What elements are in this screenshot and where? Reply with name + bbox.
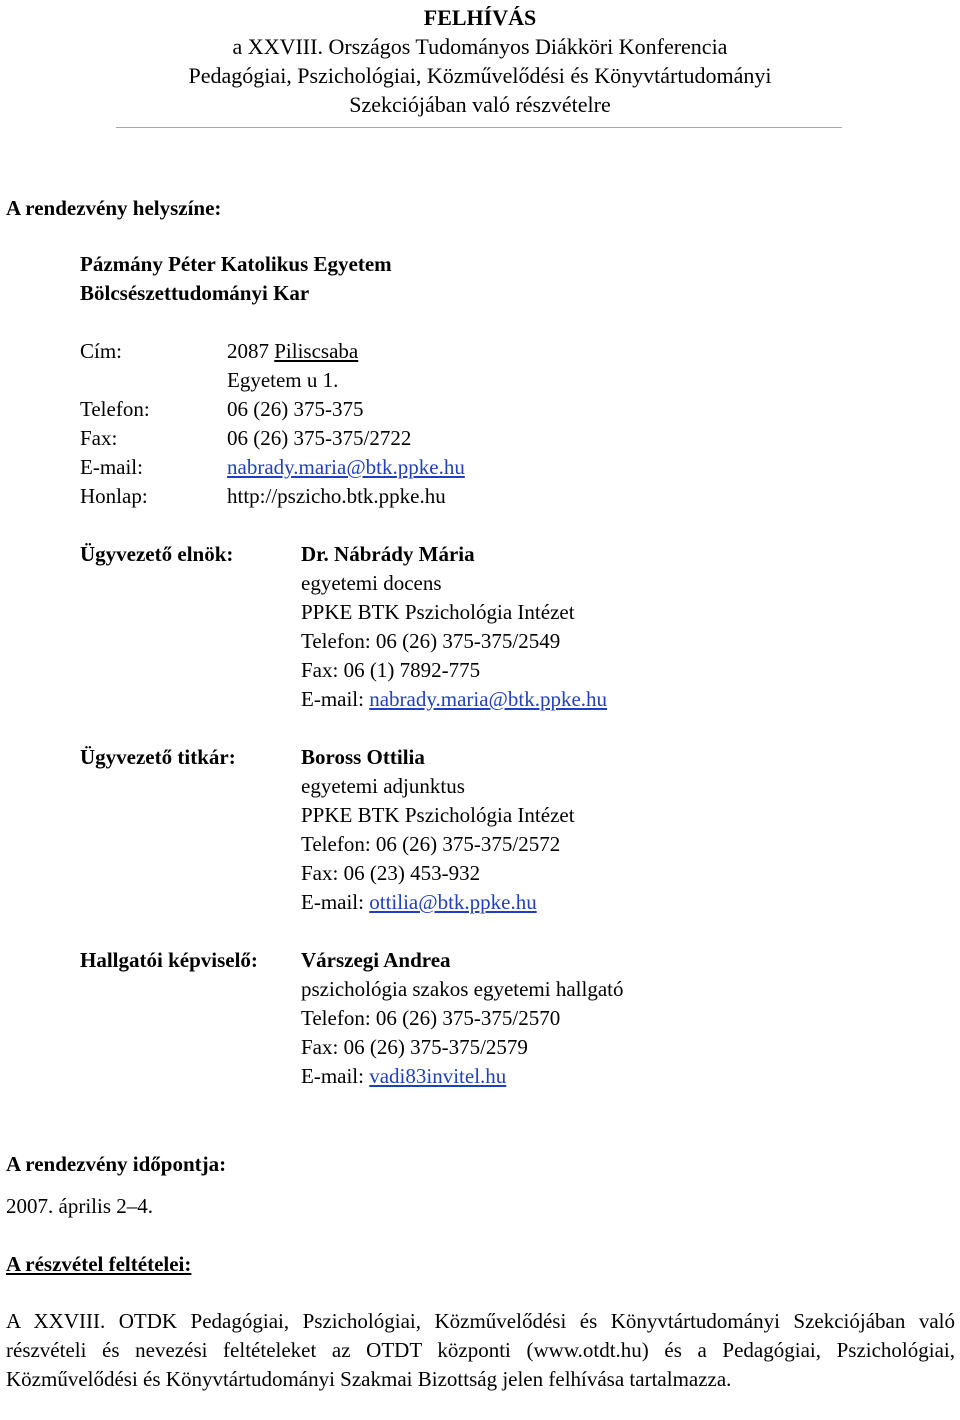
date-heading: A rendezvény időpontja: [6, 1152, 227, 1176]
email-link[interactable]: nabrady.maria@btk.ppke.hu [227, 455, 465, 479]
section-line: Pedagógiai, Pszichológiai, Közművelődési és Könyvtártudományi [188, 63, 772, 88]
president-email-row [301, 685, 607, 714]
student-rep-phone: Telefon: 06 (26) 375-375/2570 [301, 1006, 561, 1030]
student-rep-name: Várszegi Andrea [301, 948, 451, 972]
document-title: FELHÍVÁS [423, 5, 537, 30]
address-postcode: 2087 [227, 339, 269, 363]
event-date: 2007. április 2–4. [6, 1194, 153, 1218]
fax-value: 06 (26) 375-375/2722 [227, 426, 412, 450]
email-label: E-mail: [80, 455, 143, 479]
secretary-email-label: E-mail: [301, 890, 370, 914]
conference-line: a XXVIII. Országos Tudományos Diákköri Konferencia [232, 34, 728, 59]
header-divider [116, 127, 842, 128]
president-email-link[interactable]: nabrady.maria@btk.ppke.hu [369, 687, 608, 711]
address-city-line [227, 337, 358, 366]
participation-heading: A részvétel feltételei: [6, 1252, 192, 1276]
student-rep-title: pszichológia szakos egyetemi hallgató [301, 977, 624, 1001]
phone-label: Telefon: [80, 397, 150, 421]
venue-heading: A rendezvény helyszíne: [6, 196, 222, 220]
secretary-email-link[interactable]: ottilia@btk.ppke.hu [369, 890, 537, 914]
president-fax: Fax: 06 (1) 7892-775 [301, 658, 481, 682]
address-city: Piliscsaba [274, 339, 359, 363]
student-rep-fax: Fax: 06 (26) 375-375/2579 [301, 1035, 528, 1059]
participation-line: Szekciójában való részvételre [349, 92, 611, 117]
president-institute: PPKE BTK Pszichológia Intézet [301, 600, 575, 624]
participation-text: A XXVIII. OTDK Pedagógiai, Pszichológiai, Közművelődési és Könyvtártudományi Szekciójában való részvételi és nevezési feltételeket az OTDT központi (www.otdt.hu) és a Pedagógiai, Pszichológiai, Közművelődési és Könyvtártudományi Szakmai Bizottság jelen felhívása tartalmazza. [6, 1309, 955, 1391]
address-label: Cím: [80, 339, 123, 363]
document-header [0, 3, 960, 119]
student-rep-email-link[interactable]: vadi83invitel.hu [369, 1064, 507, 1088]
role-student-rep-label: Hallgatói képviselő: [80, 948, 258, 972]
role-president-label: Ügyvezető elnök: [80, 542, 234, 566]
student-rep-email-label: E-mail: [301, 1064, 370, 1088]
president-title: egyetemi docens [301, 571, 442, 595]
secretary-name: Boross Ottilia [301, 745, 425, 769]
venue-faculty: Bölcsészettudományi Kar [80, 281, 310, 305]
fax-label: Fax: [80, 426, 118, 450]
secretary-title: egyetemi adjunktus [301, 774, 465, 798]
venue-university: Pázmány Péter Katolikus Egyetem [80, 252, 392, 276]
address-street: Egyetem u 1. [227, 368, 339, 392]
secretary-email-row [301, 888, 537, 917]
president-name: Dr. Nábrády Mária [301, 542, 475, 566]
secretary-phone: Telefon: 06 (26) 375-375/2572 [301, 832, 561, 856]
president-email-label: E-mail: [301, 687, 370, 711]
secretary-fax: Fax: 06 (23) 453-932 [301, 861, 481, 885]
secretary-institute: PPKE BTK Pszichológia Intézet [301, 803, 575, 827]
president-phone: Telefon: 06 (26) 375-375/2549 [301, 629, 561, 653]
phone-value: 06 (26) 375-375 [227, 397, 364, 421]
role-secretary-label: Ügyvezető titkár: [80, 745, 236, 769]
web-label: Honlap: [80, 484, 148, 508]
student-rep-email-row [301, 1062, 506, 1091]
web-address[interactable]: http://pszicho.btk.ppke.hu [227, 484, 446, 508]
